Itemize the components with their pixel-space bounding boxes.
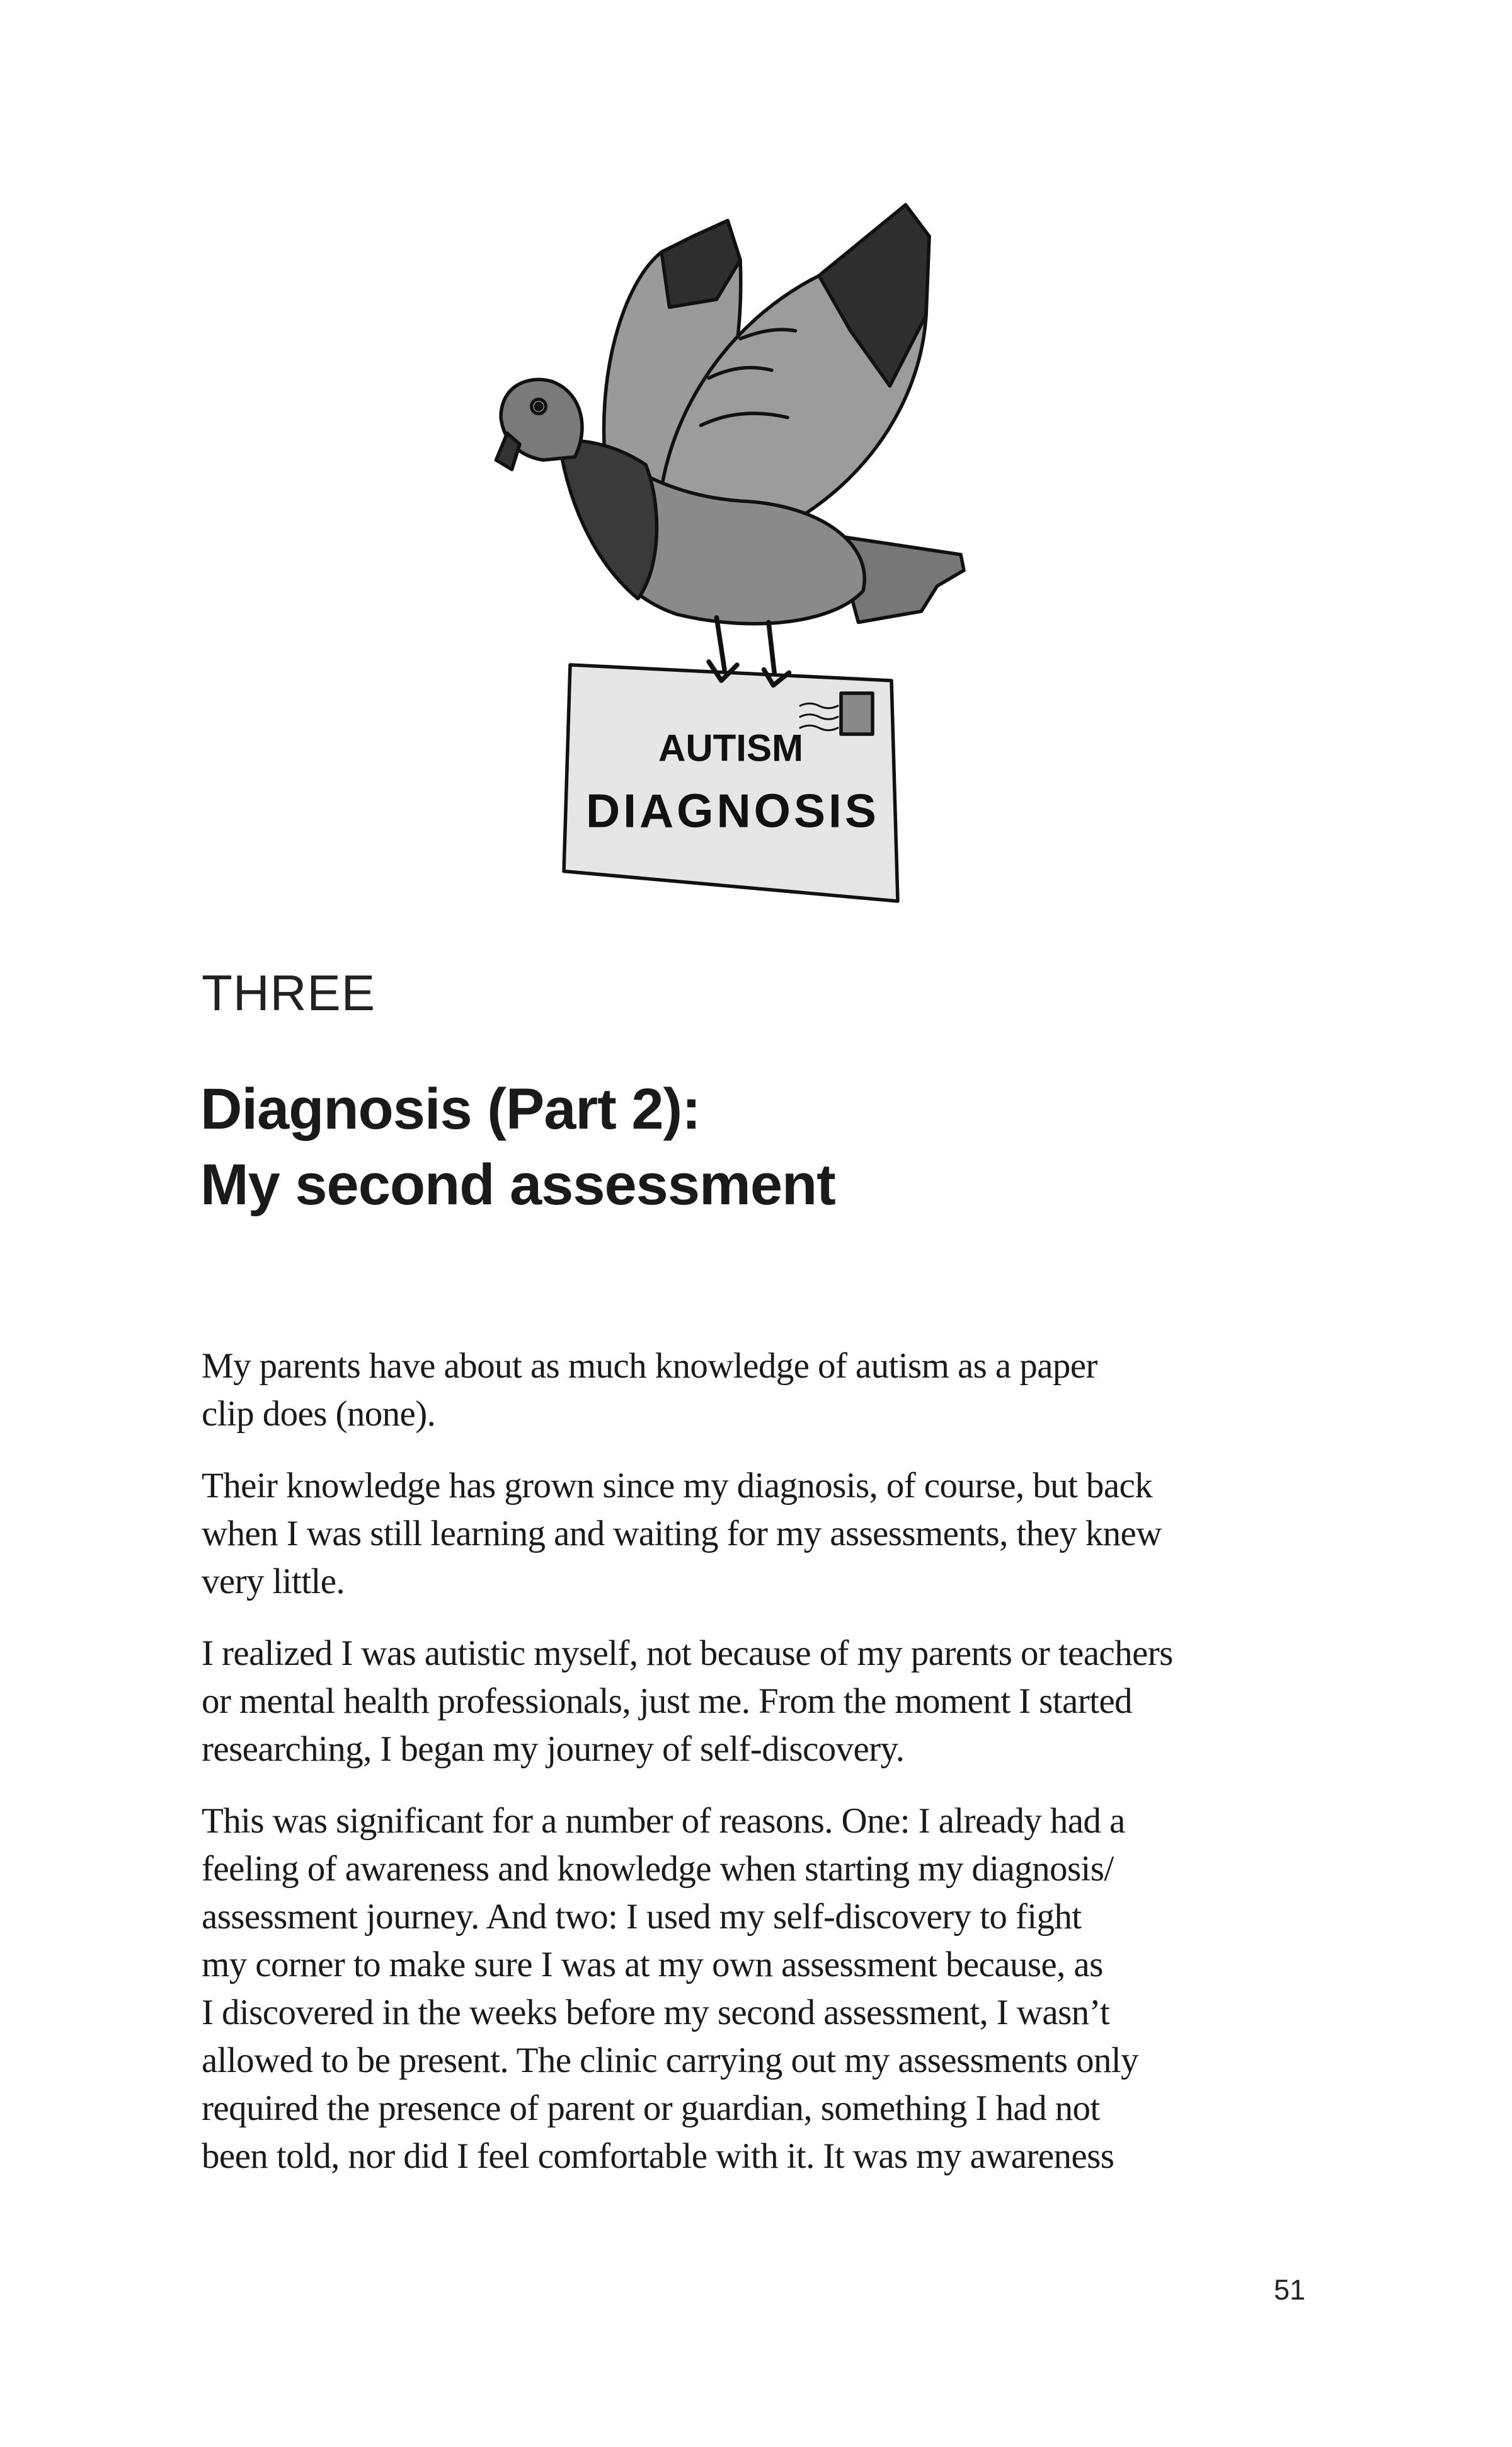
text-line: very little. (202, 1562, 345, 1601)
paragraph (202, 1797, 1336, 2180)
body-text (202, 1342, 1336, 2204)
chapter-number: THREE (202, 965, 376, 1021)
text-line: My parents have about as much knowledge of autism as a paper (202, 1346, 1097, 1386)
text-line: I discovered in the weeks before my second assessment, I wasn’t (202, 1993, 1110, 2032)
paragraph (202, 1630, 1336, 1773)
pigeon-envelope-illustration (472, 189, 992, 914)
text-line: feeling of awareness and knowledge when starting my diagnosis/ (202, 1849, 1114, 1889)
paragraph (202, 1462, 1336, 1606)
text-line: assessment journey. And two: I used my self-discovery to fight (202, 1897, 1082, 1937)
text-line: This was significant for a number of reasons. One: I already had a (202, 1801, 1125, 1841)
text-line: clip does (none). (202, 1394, 436, 1434)
pigeon-neck (559, 440, 657, 599)
text-line: when I was still learning and waiting for my assessments, they knew (202, 1514, 1162, 1553)
text-line: I realized I was autistic myself, not because of my parents or teachers (202, 1633, 1173, 1673)
text-line: required the presence of parent or guardian, something I had not (202, 2088, 1100, 2128)
paragraph (202, 1342, 1336, 1438)
text-line: my corner to make sure I was at my own assessment because, as (202, 1945, 1103, 1984)
text-line: researching, I began my journey of self-discovery. (202, 1729, 905, 1769)
chapter-title-line: Diagnosis (Part 2): (200, 1077, 701, 1141)
chapter-title-line: My second assessment (200, 1153, 835, 1217)
envelope-text-line2: DIAGNOSIS (586, 784, 879, 838)
text-line: been told, nor did I feel comfortable with it. It was my awareness (202, 2136, 1114, 2176)
text-line: Their knowledge has grown since my diagnosis, of course, but back (202, 1466, 1153, 1506)
text-line: or mental health professionals, just me. From the moment I started (202, 1681, 1132, 1721)
chapter-title (200, 1071, 835, 1223)
stamp-icon (841, 693, 873, 734)
text-line: allowed to be present. The clinic carrying out my assessments only (202, 2041, 1138, 2080)
envelope-text-line1: AUTISM (658, 727, 803, 769)
page-number: 51 (1274, 2274, 1306, 2306)
